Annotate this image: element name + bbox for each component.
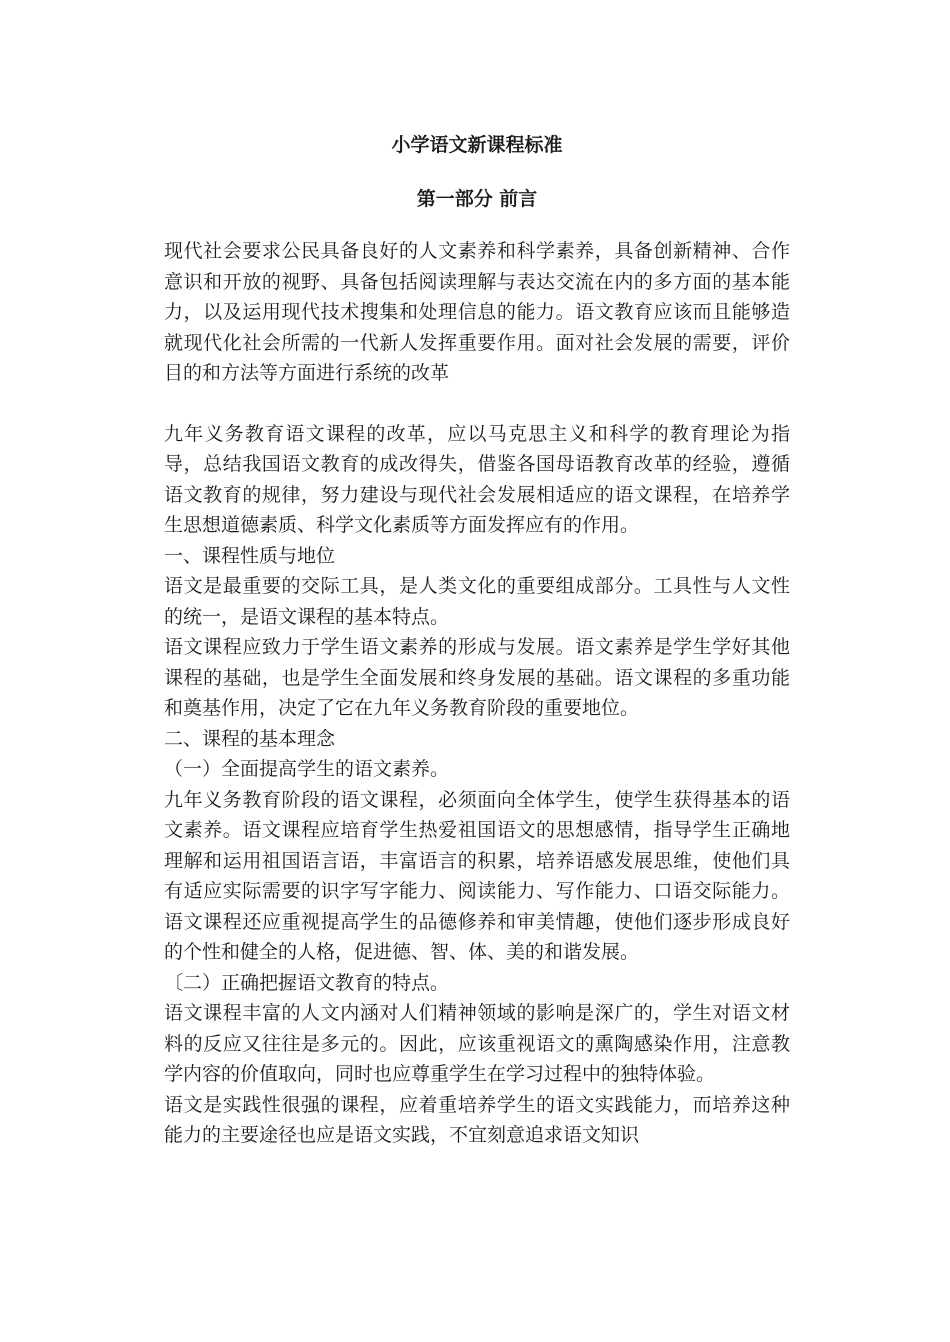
section-heading: 二、课程的基本理念 (164, 727, 336, 750)
paragraph: 九年义务教育阶段的语文课程，必须面向全体学生，使学生获得基本的语文素养。语文课程应培育学生热爱祖国语文的思想感情，指导学生正确地理解和运用祖国语言语，丰富语言的积累，培养语感发展思维，使他们具有适应实际需要的识字写字能力、阅读能力、写作能力、口语交际能力。语文课程还应重视提高学生的品德修养和审美情趣，使他们逐步形成良好的个性和健全的人格，促进德、智、体、美的和谐发展。 (164, 788, 790, 963)
subsection-heading: （一）全面提高学生的语文素养。 (164, 758, 450, 780)
paragraph: 语文课程丰富的人文内涵对人们精神领域的影响是深广的，学生对语文材料的反应又往往是多元的。因此，应该重视语文的熏陶感染作用，注意教学内容的价值取向，同时也应尊重学生在学习过程中的独特体验。 (164, 1002, 790, 1085)
paragraph: 语文是实践性很强的课程，应着重培养学生的语文实践能力，而培养这种能力的主要途径也应是语文实践，不宜刻意追求语文知识 (164, 1093, 790, 1146)
paragraph: 九年义务教育语文课程的改革，应以马克思主义和科学的教育理论为指导，总结我国语文教育的成改得失，借鉴各国母语教育改革的经验，遵循语文教育的规律，努力建设与现代社会发展相适应的语文课程，在培养学生思想道德素质、科学文化素质等方面发挥应有的作用。 (164, 422, 790, 536)
document-title: 小学语文新课程标准 (391, 134, 563, 156)
body-block-2 (164, 419, 790, 1151)
body-block-1 (164, 236, 790, 389)
paragraph: 现代社会要求公民具备良好的人文素养和科学素养，具备创新精神、合作意识和开放的视野、具备包括阅读理解与表达交流在内的多方面的基本能力，以及运用现代技术搜集和处理信息的能力。语文教育应该而且能够造就现代化社会所需的一代新人发挥重要作用。面对社会发展的需要，评价目的和方法等方面进行系统的改革 (164, 240, 790, 384)
section-heading: 一、课程性质与地位 (164, 544, 336, 567)
paragraph: 语文课程应致力于学生语文素养的形成与发展。语文素养是学生学好其他课程的基础，也是学生全面发展和终身发展的基础。语文课程的多重功能和奠基作用，决定了它在九年义务教育阶段的重要地位。 (164, 636, 790, 719)
document-page (164, 128, 790, 1151)
paragraph-gap (164, 389, 790, 419)
paragraph: 语文是最重要的交际工具，是人类文化的重要组成部分。工具性与人文性的统一，是语文课程的基本特点。 (164, 575, 790, 628)
subsection-heading: 〔二）正确把握语文教育的特点。 (164, 971, 450, 994)
part-title: 第一部分 前言 (416, 188, 538, 210)
